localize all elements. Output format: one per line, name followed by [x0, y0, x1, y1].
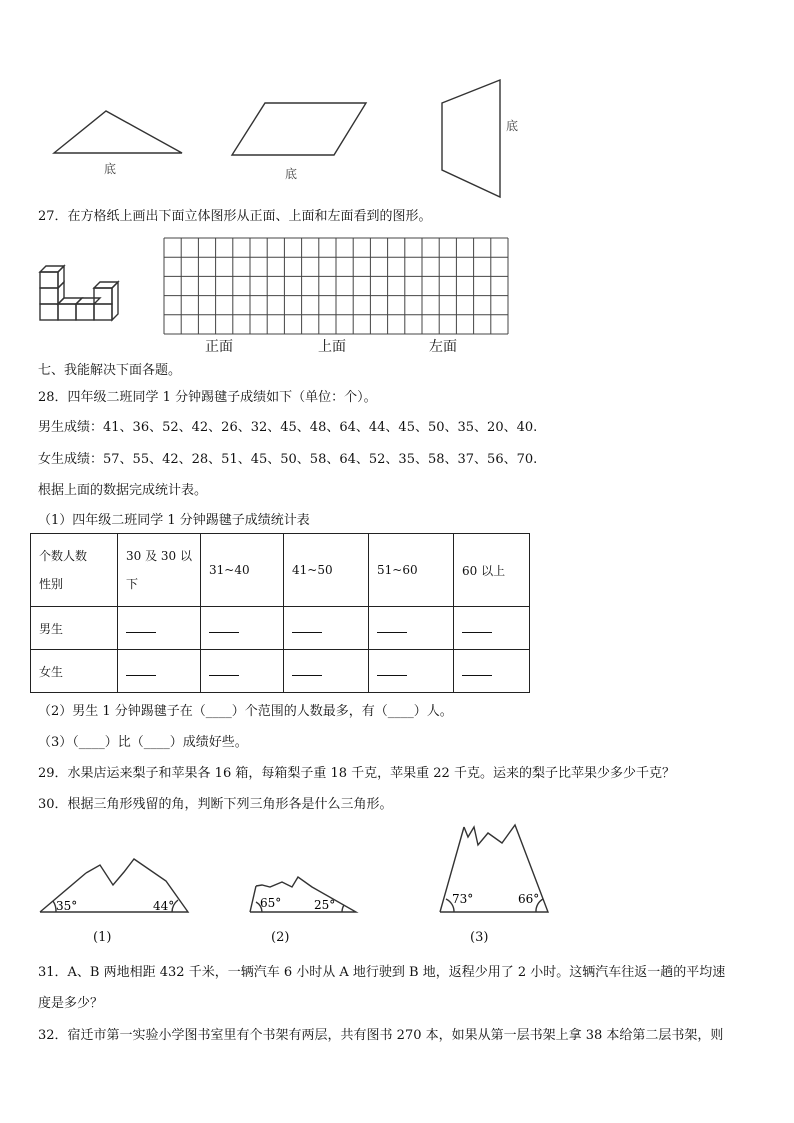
col-header-4: 51~60 [369, 534, 454, 607]
triangle-label-3: (3) [470, 930, 489, 945]
triangle-shape [54, 111, 182, 153]
angle-label: 65° [260, 896, 282, 910]
q30-text: 30．根据三角形残留的角，判断下列三角形各是什么三角形。 [38, 797, 393, 812]
blank-cell[interactable] [284, 607, 369, 650]
parallelogram-shape [232, 103, 366, 155]
triangle-label-1: (1) [93, 930, 112, 945]
stats-table [30, 533, 530, 693]
q28-sub2: （2）男生 1 分钟踢毽子在（____）个范围的人数最多，有（____）人。 [38, 704, 453, 719]
row-header-boys: 男生 [31, 607, 118, 650]
blank-cell[interactable] [454, 650, 530, 693]
col-header-3: 41~50 [284, 534, 369, 607]
grid-paper [164, 238, 509, 335]
col-header-1: 30 及 30 以 下 [118, 534, 201, 607]
girls-scores: 女生成绩：57、55、42、28、51、45、50、58、64、52、35、58、37、56、70. [38, 452, 538, 467]
blank-cell[interactable] [369, 650, 454, 693]
angle-label: 25° [314, 898, 336, 912]
angle-label: 44° [153, 899, 175, 913]
q31-text-line2: 度是多少？ [38, 996, 104, 1011]
trapezoid-shape [442, 80, 500, 197]
angle-label: 35° [56, 899, 78, 913]
boys-scores: 男生成绩：41、36、52、42、26、32、45、48、64、44、45、50、35、20、40. [38, 420, 538, 435]
blank-cell[interactable] [118, 607, 201, 650]
blank-cell[interactable] [454, 607, 530, 650]
q32-text: 32．宿迁市第一实验小学图书室里有个书架有两层，共有图书 270 本，如果从第一层书架上拿 38 本给第二层书架，则 [38, 1028, 724, 1043]
col-header-2: 31~40 [201, 534, 284, 607]
blank-cell[interactable] [369, 607, 454, 650]
table-row [31, 650, 530, 693]
row-header-girls: 女生 [31, 650, 118, 693]
angle-label: 73° [452, 892, 474, 906]
view-label-left: 左面 [429, 339, 457, 355]
col-header-5: 60 以上 [454, 534, 530, 607]
blank-cell[interactable] [118, 650, 201, 693]
q26-figures [0, 0, 794, 210]
view-label-front: 正面 [205, 339, 233, 355]
triangle-base-label: 底 [104, 162, 117, 176]
cube-figure [36, 262, 126, 352]
corner-cell: 个数人数 性别 [31, 534, 118, 607]
q28-sub3: （3）（____）比（____）成绩好些。 [38, 735, 248, 750]
angle-label: 66° [518, 892, 540, 906]
trapezoid-base-label: 底 [506, 119, 519, 133]
blank-cell[interactable] [201, 607, 284, 650]
table-row [31, 607, 530, 650]
section-heading: 七、我能解决下面各题。 [38, 363, 182, 378]
blank-cell[interactable] [201, 650, 284, 693]
q31-text-line1: 31．A、B 两地相距 432 千米，一辆汽车 6 小时从 A 地行驶到 B 地，返程少用了 2 小时。这辆汽车往返一趟的平均速 [38, 965, 726, 980]
parallelogram-base-label: 底 [285, 167, 298, 181]
q28-sub1: （1）四年级二班同学 1 分钟踢毽子成绩统计表 [38, 513, 310, 528]
q28-text: 28．四年级二班同学 1 分钟踢毽子成绩如下（单位：个）。 [38, 390, 377, 405]
q30-triangles [0, 815, 794, 955]
q27-text: 27．在方格纸上画出下面立体图形从正面、上面和左面看到的图形。 [38, 209, 432, 224]
view-label-top: 上面 [318, 339, 346, 355]
triangle-label-2: (2) [271, 930, 290, 945]
q29-text: 29．水果店运来梨子和苹果各 16 箱，每箱梨子重 18 千克，苹果重 22 千克。运来的梨子比苹果少多少千克？ [38, 766, 675, 781]
blank-cell[interactable] [284, 650, 369, 693]
q28-instruction: 根据上面的数据完成统计表。 [38, 483, 208, 498]
